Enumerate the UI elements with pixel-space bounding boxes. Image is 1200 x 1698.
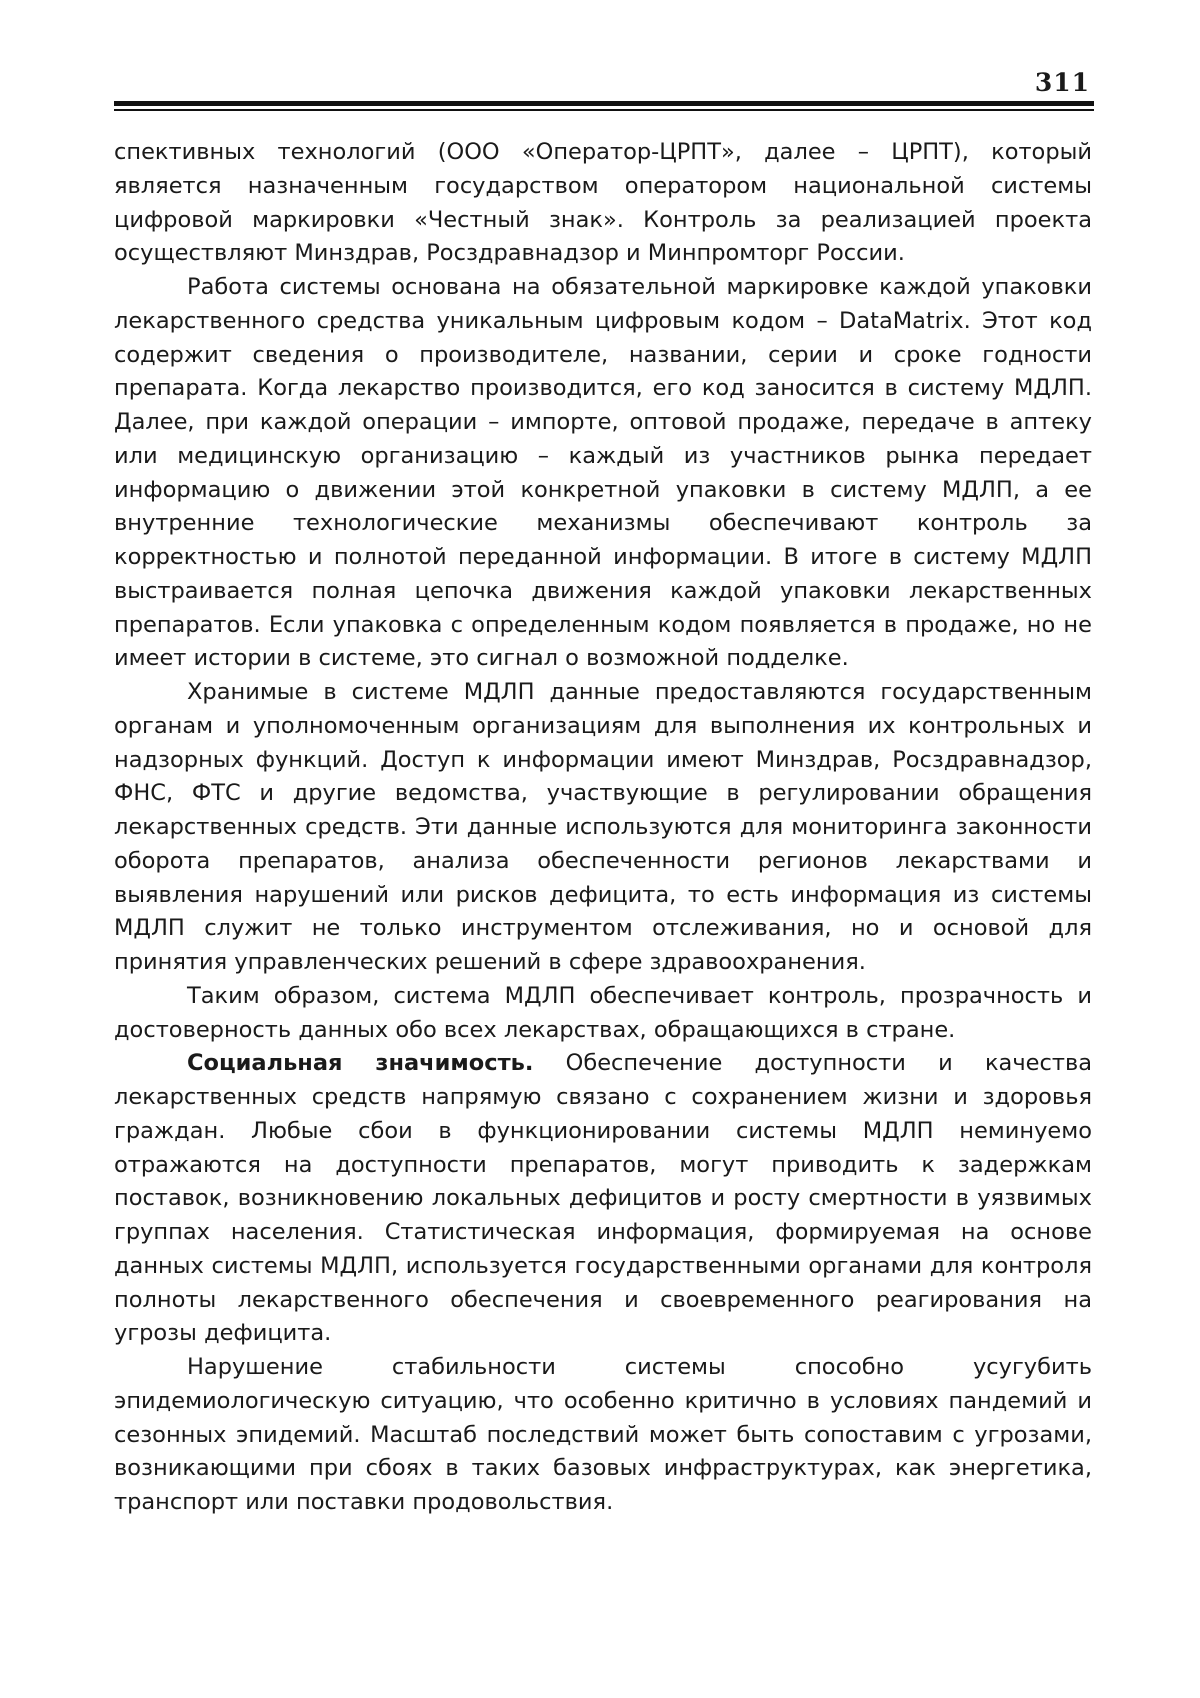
paragraph-4: Таким образом, система МДЛП обеспечивает контроль, прозрачность и достоверность данных обо всех лекарствах, обращающихся в стране. [114, 982, 1092, 1043]
paragraph-5-text: Обеспечение доступности и качества лекарственных средств напрямую связано с сохранением жизни и здоровья граждан. Любые сбои в функционировании системы МДЛП неминуемо отражаются на доступности препаратов, могут приводить к задержкам поставок, возникновению локальных дефицитов и росту смертности в уязвимых группах населения. Статистическая информация, формируемая на основе данных системы МДЛП, используется государственными органами для контроля полноты лекарственного обеспечения и своевременного реагирования на угрозы дефицита. [114, 1050, 1093, 1347]
body-text [114, 136, 1092, 1520]
page-number: 311 [1034, 68, 1090, 97]
header-rule-thin [114, 109, 1094, 111]
paragraph-3: Хранимые в системе МДЛП данные предоставляются государственным органам и уполномоченным организациям для выполнения их контрольных и надзорных функций. Доступ к информации имеют Минздрав, Росздравнадзор, ФНС, ФТС и другие ведомства, участвующие в регулировании обращения лекарственных средств. Эти данные используются для мониторинга законности оборота препаратов, анализа обеспеченности регионов лекарствами и выявления нарушений или рисков дефицита, то есть информация из системы МДЛП служит не только инструментом отслеживания, но и основой для принятия управленческих решений в сфере здравоохранения. [114, 679, 1092, 975]
paragraph-5 [114, 1047, 1092, 1351]
header-rule-thick [114, 101, 1094, 106]
paragraph-6: Нарушение стабильности системы способно усугубить эпидемиологическую ситуацию, что особенно критично в условиях пандемий и сезонных эпидемий. Масштаб последствий может быть сопоставим с угрозами, возникающими при сбоях в таких базовых инфраструктурах, как энергетика, транспорт или поставки продовольствия. [114, 1354, 1092, 1515]
paragraph-5-lead: Социальная значимость. [187, 1050, 534, 1077]
paragraph-1: спективных технологий (ООО «Оператор-ЦРПТ», далее – ЦРПТ), который является назначенным государством оператором национальной системы цифровой маркировки «Честный знак». Контроль за реализацией проекта осуществляют Минздрав, Росздравнадзор и Минпромторг России. [114, 139, 1092, 267]
paragraph-2: Работа системы основана на обязательной маркировке каждой упаковки лекарственного средства уникальным цифровым кодом – DataMatrix. Этот код содержит сведения о производителе, названии, серии и сроке годности препарата. Когда лекарство производится, его код заносится в систему МДЛП. Далее, при каждой операции – импорте, оптовой продаже, передаче в аптеку или медицинскую организацию – каждый из участников рынка передает информацию о движении этой конкретной упаковки в систему МДЛП, а ее внутренние технологические механизмы обеспечивают контроль за корректностью и полнотой переданной информации. В итоге в систему МДЛП выстраивается полная цепочка движения каждой упаковки лекарственных препаратов. Если упаковка с определенным кодом появляется в продаже, но не имеет истории в системе, это сигнал о возможной подделке. [114, 274, 1092, 672]
